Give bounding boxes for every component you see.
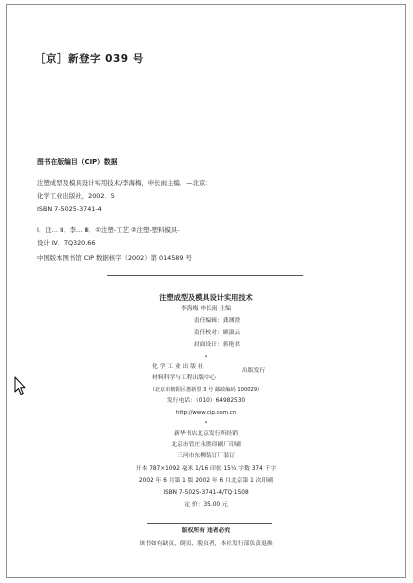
isbn-classification: ISBN 7-5025-3741-4/TQ·1508: [163, 490, 249, 496]
responsible-editor: 责任编辑：龚测澄: [193, 318, 241, 324]
publisher-center: 材料科学与工程出版中心: [152, 375, 216, 381]
proofreader: 责任校对：顾淑云: [193, 330, 241, 336]
edition-info: 2002 年 6 月第 1 版 2002 年 6 月北京第 1 次印刷: [138, 478, 274, 484]
price: 定 价：35.00 元: [184, 502, 228, 508]
cip-line: Ⅰ．注… Ⅱ．李… Ⅲ．①注塑-工艺 ②注塑-塑料模具-: [37, 226, 180, 234]
printer: 北京市管庄永胜印刷厂印刷: [171, 442, 241, 448]
publish-issue-label: 出版发行: [242, 368, 266, 374]
registration-number: ［京］新登字 039 号: [35, 53, 144, 65]
return-notice: 该书如有缺页、倒页、脱页者，本社发行部负责退换: [139, 541, 273, 547]
separator-star: *: [204, 421, 208, 427]
book-title: 注塑成型及模具设计实用技术: [159, 293, 253, 302]
cip-isbn: ISBN 7-5025-3741-4: [37, 205, 102, 213]
separator-star: *: [204, 355, 208, 361]
cip-line: 化学工业出版社，2002．5: [37, 192, 115, 200]
publisher-phone: 发行电话：（010）64982530: [166, 398, 246, 404]
divider-bottom: [147, 523, 272, 524]
cip-record-number: 中国版本图书馆 CIP 数据核字（2002）第 014589 号: [37, 254, 192, 262]
publisher-address: （北京市朝阳区惠新里 3 号 邮政编码 100029）: [149, 387, 263, 393]
divider-top: [107, 275, 303, 276]
publisher-name: 化 学 工 业 出 版 社: [152, 364, 204, 370]
cip-line: 注塑成型及模具设计实用技术/李海梅，申长雨主编．—北京：: [37, 179, 212, 187]
copyright-page: [6, 4, 406, 578]
mouse-pointer-icon: [14, 376, 26, 396]
editors: 李海梅 申长雨 主编: [180, 306, 232, 312]
publisher-url: http://www.cip.com.cn: [175, 410, 237, 416]
binder: 三河市东柳装订厂装订: [177, 453, 235, 459]
distributor: 新华书店北京发行所经销: [174, 431, 238, 437]
cip-line: 设计 Ⅳ．TQ320.66: [37, 239, 96, 247]
cip-heading: 图书在版编目（CIP）数据: [37, 158, 118, 166]
rights-reserved: 版权所有 违者必究: [181, 528, 231, 534]
cover-designer: 封面设计：蒋艳君: [193, 342, 241, 348]
book-specs: 开本 787×1092 毫米 1/16 印张 15¼ 字数 374 千字: [135, 466, 277, 472]
